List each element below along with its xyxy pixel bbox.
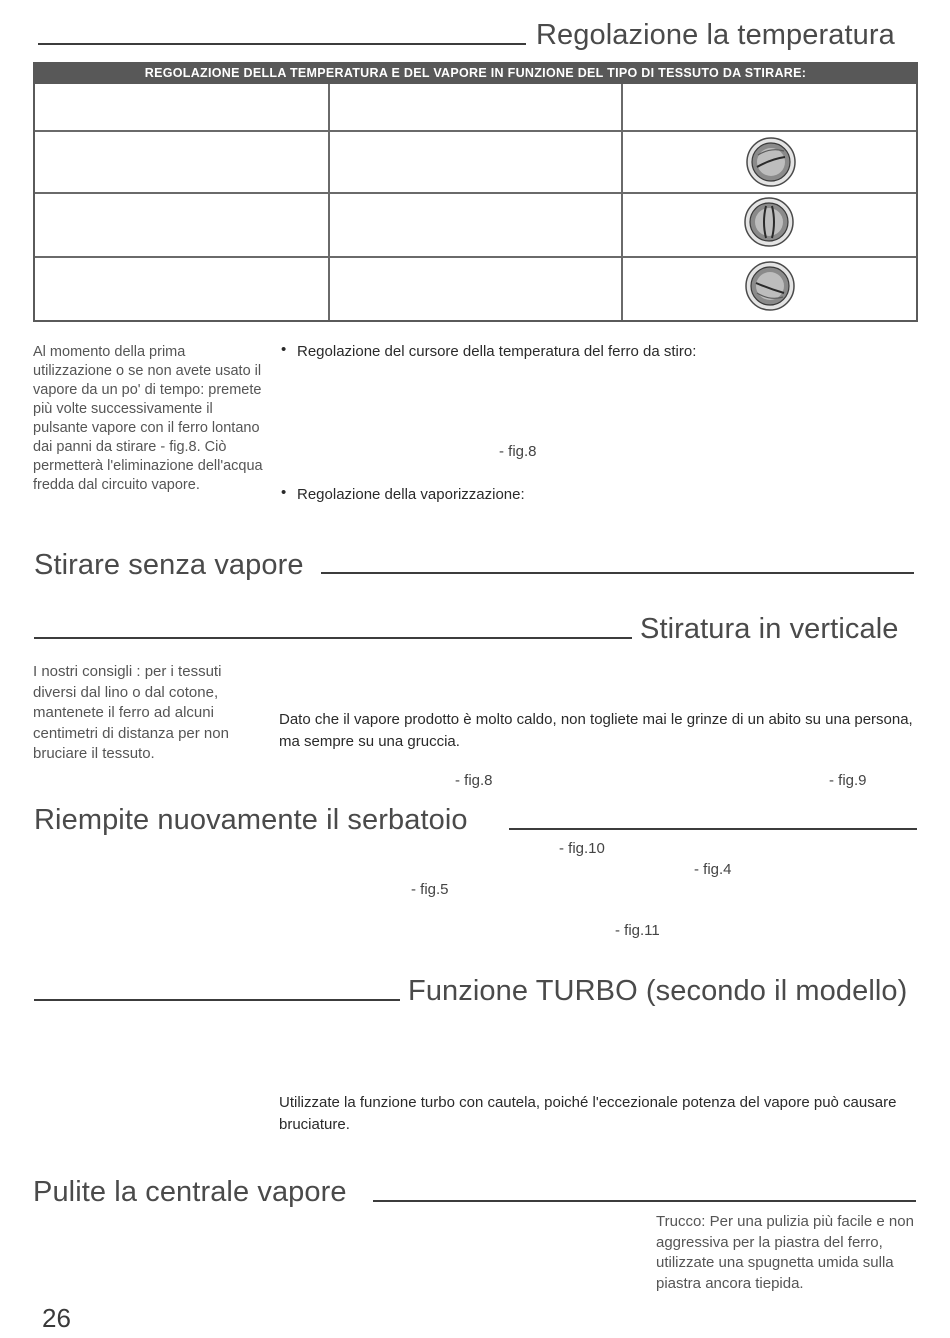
heading-rule: [373, 1200, 916, 1202]
fig-reference: - fig.8: [499, 443, 537, 460]
table-row-divider: [35, 192, 916, 194]
section-title-refill: Riempite nuovamente il serbatoio: [34, 804, 468, 836]
heading-rule: [509, 828, 917, 830]
section-title-temperature: Regolazione la temperatura: [536, 19, 895, 51]
heading-rule: [38, 43, 526, 45]
cleaning-tip: Trucco: Per una pulizia più facile e non aggressiva per la piastra del ferro, utilizzate una spugnetta umida sulla piastra ancora tiepida.: [656, 1213, 914, 1292]
table-row-divider: [35, 130, 916, 132]
section-title-turbo: Funzione TURBO (secondo il modello): [408, 975, 908, 1007]
section-title-no-steam: Stirare senza vapore: [34, 549, 304, 581]
heading-rule: [34, 999, 400, 1001]
page-number: 26: [42, 1303, 71, 1333]
heading-rule: [34, 637, 632, 639]
bullet-dot: •: [281, 341, 287, 358]
fig-reference: - fig.10: [559, 840, 605, 857]
turbo-warning: Utilizzate la funzione turbo con cautela, poiché l'eccezionale potenza del vapore può causare bruciature.: [279, 1094, 897, 1133]
fig-reference: - fig.11: [615, 922, 660, 939]
section-title-vertical: Stiratura in verticale: [640, 613, 899, 645]
heading-rule: [321, 572, 914, 574]
bullet-dot: •: [281, 484, 287, 501]
table-row-divider: [35, 256, 916, 258]
fig-reference: - fig.8: [455, 772, 493, 789]
temperature-dial-high-icon: [745, 261, 795, 311]
fig-reference: - fig.5: [411, 881, 449, 898]
side-note-advice: I nostri consigli : per i tessuti diversi dal lino o dal cotone, mantenete il ferro ad alcuni centimetri di distanza per non bruciare il tessuto.: [33, 663, 229, 762]
temperature-dial-low-icon: [746, 137, 796, 187]
fig-reference: - fig.4: [694, 861, 732, 878]
side-note-first-use: Al momento della prima utilizzazione o se non avete usato il vapore da un po' di tempo: premete più volte successivamente il pulsante vapore con il ferro lontano dai panni da stirare - fig.8. Ciò permetterà l'eliminazione dell'acqua fredda dal circuito vapore.: [33, 344, 263, 493]
fig-reference: - fig.9: [829, 772, 867, 789]
vertical-warning: Dato che il vapore prodotto è molto caldo, non togliete mai le grinze di un abito su una persona, ma sempre su una gruccia.: [279, 711, 913, 750]
table-column-divider: [328, 84, 330, 320]
bullet-temperature-slider: Regolazione del cursore della temperatura del ferro da stiro:: [297, 343, 697, 360]
temperature-dial-medium-icon: [744, 197, 794, 247]
table-column-divider: [621, 84, 623, 320]
table-header: REGOLAZIONE DELLA TEMPERATURA E DEL VAPORE IN FUNZIONE DEL TIPO DI TESSUTO DA STIRARE:: [33, 62, 918, 84]
bullet-steam-regulation: Regolazione della vaporizzazione:: [297, 486, 525, 503]
section-title-clean: Pulite la centrale vapore: [33, 1176, 347, 1208]
